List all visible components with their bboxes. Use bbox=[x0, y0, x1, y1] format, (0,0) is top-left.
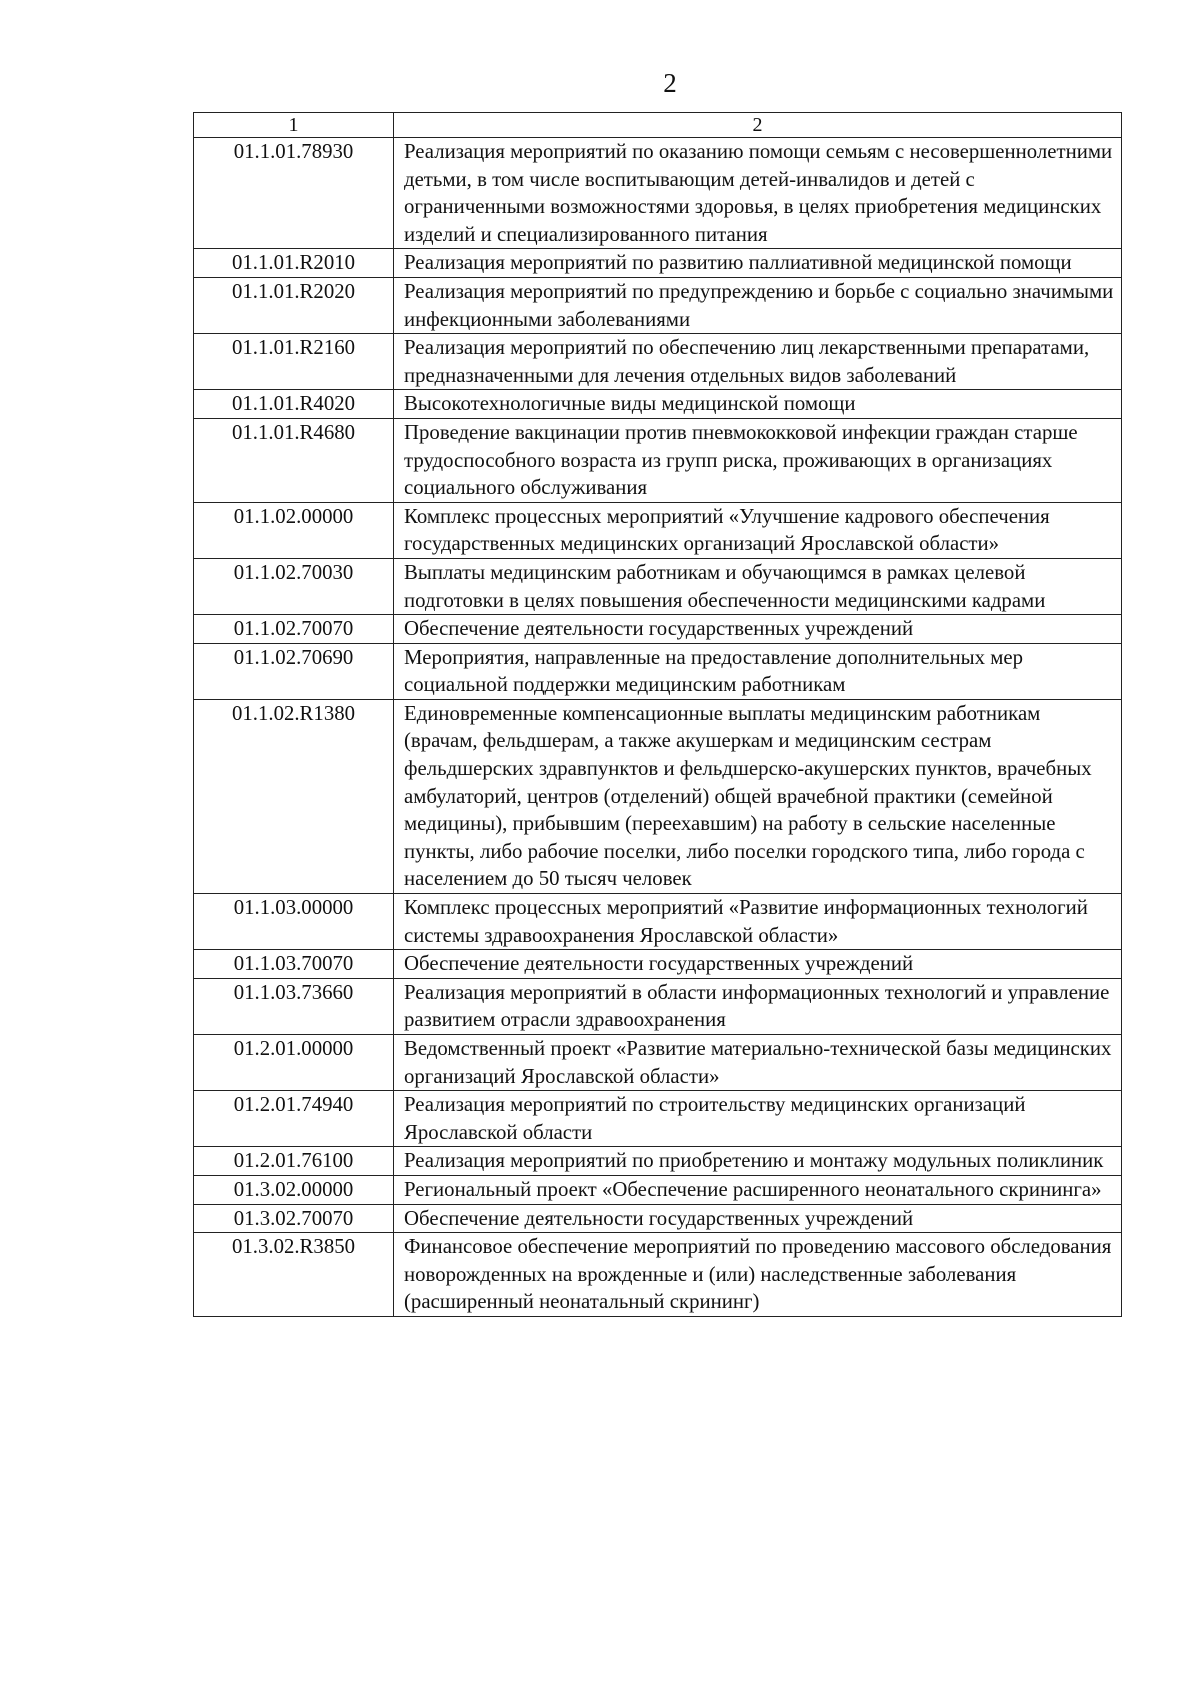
table-row bbox=[194, 978, 1122, 1034]
table-row bbox=[194, 1233, 1122, 1317]
row-name-cell: Комплекс процессных мероприятий «Развитие информационных технологий системы здравоохранения Ярославской области» bbox=[394, 894, 1122, 950]
row-code-cell: 01.1.02.70690 bbox=[194, 643, 394, 699]
table-row bbox=[194, 558, 1122, 614]
row-code-cell: 01.2.01.76100 bbox=[194, 1147, 394, 1176]
table-row bbox=[194, 894, 1122, 950]
table-row bbox=[194, 390, 1122, 419]
row-name-cell: Реализация мероприятий по приобретению и монтажу модульных поликлиник bbox=[394, 1147, 1122, 1176]
row-code-cell: 01.1.02.70030 bbox=[194, 558, 394, 614]
table-row bbox=[194, 1147, 1122, 1176]
row-code-cell: 01.1.01.R2160 bbox=[194, 334, 394, 390]
table-header-row bbox=[194, 113, 1122, 138]
row-code-cell: 01.1.01.78930 bbox=[194, 138, 394, 249]
row-name-cell: Реализация мероприятий по строительству медицинских организаций Ярославской области bbox=[394, 1091, 1122, 1147]
table-row bbox=[194, 1175, 1122, 1204]
row-code-cell: 01.1.03.70070 bbox=[194, 950, 394, 979]
row-code-cell: 01.3.02.R3850 bbox=[194, 1233, 394, 1317]
row-name-cell: Проведение вакцинации против пневмококковой инфекции граждан старше трудоспособного возраста из групп риска, проживающих в организациях социального обслуживания bbox=[394, 418, 1122, 502]
row-name-cell: Обеспечение деятельности государственных учреждений bbox=[394, 1204, 1122, 1233]
table-row bbox=[194, 418, 1122, 502]
table-row bbox=[194, 1091, 1122, 1147]
row-name-cell: Реализация мероприятий по развитию паллиативной медицинской помощи bbox=[394, 249, 1122, 278]
row-code-cell: 01.1.01.R2020 bbox=[194, 277, 394, 333]
table-row bbox=[194, 1204, 1122, 1233]
row-name-cell: Обеспечение деятельности государственных учреждений bbox=[394, 950, 1122, 979]
table-row bbox=[194, 615, 1122, 644]
row-code-cell: 01.2.01.74940 bbox=[194, 1091, 394, 1147]
row-code-cell: 01.1.03.73660 bbox=[194, 978, 394, 1034]
row-name-cell: Реализация мероприятий по предупреждению и борьбе с социально значимыми инфекционными заболеваниями bbox=[394, 277, 1122, 333]
row-code-cell: 01.1.03.00000 bbox=[194, 894, 394, 950]
table-row bbox=[194, 277, 1122, 333]
row-name-cell: Финансовое обеспечение мероприятий по проведению массового обследования новорожденных на врожденные и (или) наследственные заболевания (расширенный неонатальный скрининг) bbox=[394, 1233, 1122, 1317]
row-code-cell: 01.2.01.00000 bbox=[194, 1035, 394, 1091]
table-row bbox=[194, 502, 1122, 558]
row-code-cell: 01.1.01.R2010 bbox=[194, 249, 394, 278]
table-row bbox=[194, 249, 1122, 278]
table-body bbox=[194, 138, 1122, 1317]
budget-code-table bbox=[193, 112, 1122, 1317]
row-name-cell: Выплаты медицинским работникам и обучающимся в рамках целевой подготовки в целях повышения обеспеченности медицинскими кадрами bbox=[394, 558, 1122, 614]
row-code-cell: 01.1.02.R1380 bbox=[194, 699, 394, 893]
row-name-cell: Ведомственный проект «Развитие материально-технической базы медицинских организаций Ярославской области» bbox=[394, 1035, 1122, 1091]
table-row bbox=[194, 334, 1122, 390]
row-name-cell: Обеспечение деятельности государственных учреждений bbox=[394, 615, 1122, 644]
row-name-cell: Высокотехнологичные виды медицинской помощи bbox=[394, 390, 1122, 419]
row-code-cell: 01.1.02.00000 bbox=[194, 502, 394, 558]
row-code-cell: 01.1.02.70070 bbox=[194, 615, 394, 644]
column-header-name: 2 bbox=[394, 113, 1122, 138]
row-name-cell: Реализация мероприятий по обеспечению лиц лекарственными препаратами, предназначенными для лечения отдельных видов заболеваний bbox=[394, 334, 1122, 390]
row-name-cell: Региональный проект «Обеспечение расширенного неонатального скрининга» bbox=[394, 1175, 1122, 1204]
row-code-cell: 01.3.02.70070 bbox=[194, 1204, 394, 1233]
page-number: 2 bbox=[663, 68, 677, 98]
row-code-cell: 01.3.02.00000 bbox=[194, 1175, 394, 1204]
row-name-cell: Единовременные компенсационные выплаты медицинским работникам (врачам, фельдшерам, а также акушеркам и медицинским сестрам фельдшерских здравпунктов и фельдшерско-акушерских пунктов, врачебных амбулаторий, центров (отделений) общей врачебной практики (семейной медицины), прибывшим (переехавшим) на работу в сельские населенные пункты, либо рабочие поселки, либо поселки городского типа, либо города с населением до 50 тысяч человек bbox=[394, 699, 1122, 893]
table-row bbox=[194, 950, 1122, 979]
row-code-cell: 01.1.01.R4680 bbox=[194, 418, 394, 502]
row-name-cell: Мероприятия, направленные на предоставление дополнительных мер социальной поддержки медицинским работникам bbox=[394, 643, 1122, 699]
table-row bbox=[194, 138, 1122, 249]
row-name-cell: Реализация мероприятий по оказанию помощи семьям с несовершеннолетними детьми, в том числе воспитывающим детей-инвалидов и детей с ограниченными возможностями здоровья, в целях приобретения медицинских изделий и специализированного питания bbox=[394, 138, 1122, 249]
table-row bbox=[194, 643, 1122, 699]
table-row bbox=[194, 699, 1122, 893]
column-header-code: 1 bbox=[194, 113, 394, 138]
row-code-cell: 01.1.01.R4020 bbox=[194, 390, 394, 419]
row-name-cell: Комплекс процессных мероприятий «Улучшение кадрового обеспечения государственных медицинских организаций Ярославской области» bbox=[394, 502, 1122, 558]
row-name-cell: Реализация мероприятий в области информационных технологий и управление развитием отрасли здравоохранения bbox=[394, 978, 1122, 1034]
table-row bbox=[194, 1035, 1122, 1091]
